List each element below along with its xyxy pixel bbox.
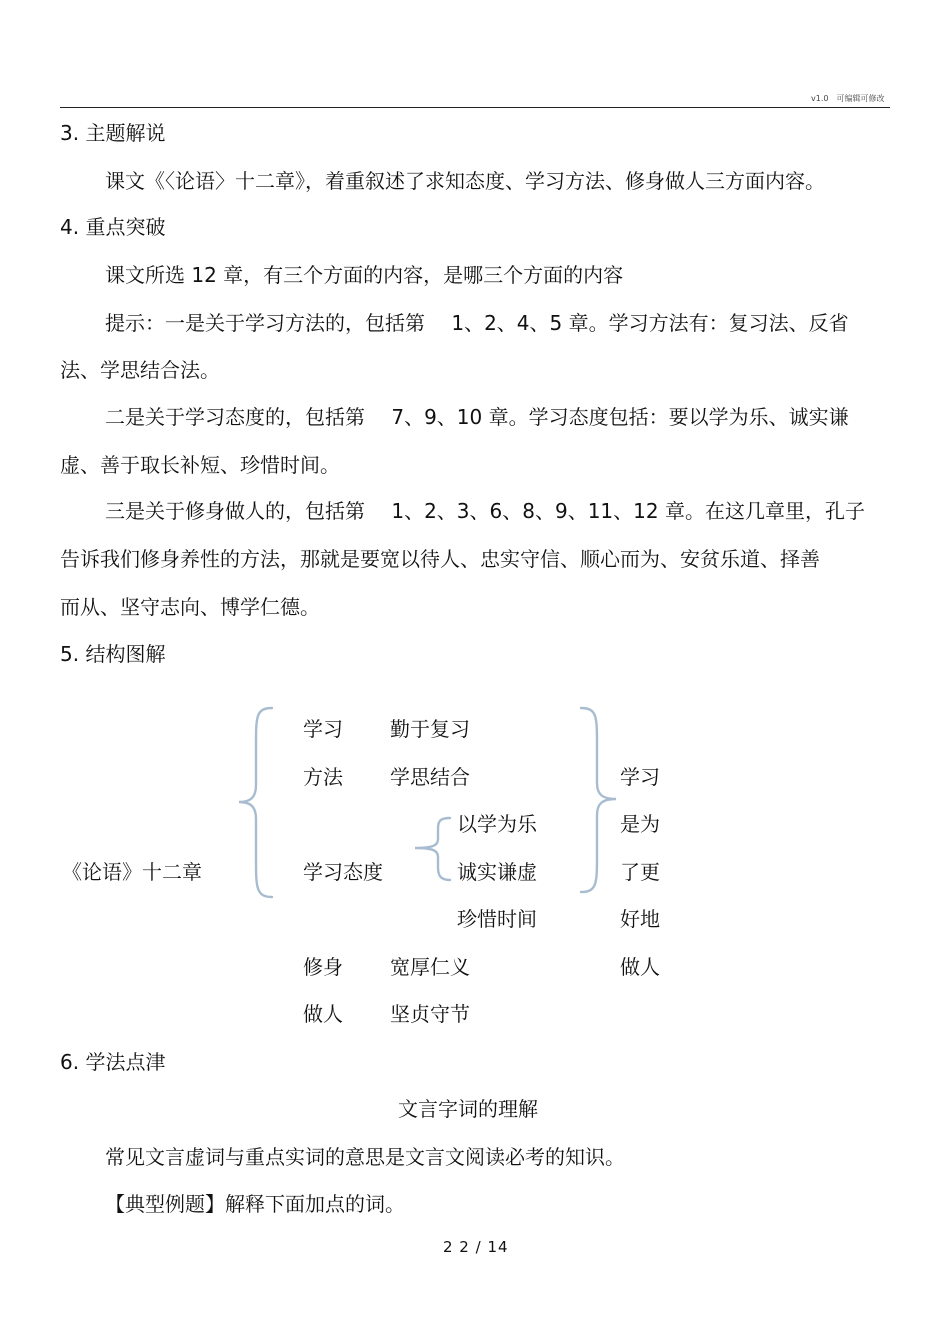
section-6-heading: 6. 学法点津 xyxy=(60,1050,166,1074)
section-6-subtitle: 文言字词的理解 xyxy=(398,1097,538,1121)
method-item-1: 勤于复习 xyxy=(390,717,470,741)
section-5-heading: 5. 结构图解 xyxy=(60,642,166,666)
section-4-para2-line1: 二是关于学习态度的，包括第 7、9、10 章。学习态度包括：要以学为乐、诚实谦 xyxy=(105,405,849,429)
method-item-2: 学思结合 xyxy=(390,765,470,789)
purpose-line-5: 做人 xyxy=(620,955,660,979)
method-label-line1: 学习 xyxy=(303,717,343,741)
section-4-para3-line3: 而从、坚守志向、博学仁德。 xyxy=(60,595,320,619)
section-4-para2-line2: 虚、善于取长补短、珍惜时间。 xyxy=(60,453,340,477)
right-brace xyxy=(578,705,620,895)
attitude-label: 学习态度 xyxy=(303,860,383,884)
purpose-line-1: 学习 xyxy=(620,765,660,789)
section-4-heading: 4. 重点突破 xyxy=(60,215,166,239)
section-4-para3-line2: 告诉我们修身养性的方法，那就是要宽以待人、忠实守信、顺心而为、安贫乐道、择善 xyxy=(60,547,820,571)
method-label-line2: 方法 xyxy=(303,765,343,789)
purpose-line-3: 了更 xyxy=(620,860,660,884)
attitude-item-1: 以学为乐 xyxy=(457,812,537,836)
section-4-hint-line2: 法、学思结合法。 xyxy=(60,358,220,382)
page-number: 2 2 / 14 xyxy=(443,1238,509,1256)
header-rule xyxy=(60,107,890,108)
conduct-item-2: 坚贞守节 xyxy=(390,1002,470,1026)
diagram-root: 《论语》十二章 xyxy=(62,860,202,884)
section-6-body: 常见文言虚词与重点实词的意思是文言文阅读必考的知识。 xyxy=(105,1145,625,1169)
attitude-item-3: 珍惜时间 xyxy=(457,907,537,931)
conduct-item-1: 宽厚仁义 xyxy=(390,955,470,979)
section-3-heading: 3. 主题解说 xyxy=(60,121,166,145)
left-brace xyxy=(236,705,276,900)
inner-brace xyxy=(412,815,454,883)
section-4-para3-line1: 三是关于修身做人的，包括第 1、2、3、6、8、9、11、12 章。在这几章里，孔子 xyxy=(105,499,865,523)
section-4-hint-line1: 提示：一是关于学习方法的，包括第 1、2、4、5 章。学习方法有：复习法、反省 xyxy=(105,311,849,335)
attitude-item-2: 诚实谦虚 xyxy=(457,860,537,884)
section-6-example: 【典型例题】解释下面加点的词。 xyxy=(105,1192,405,1216)
conduct-label-line2: 做人 xyxy=(303,1002,343,1026)
conduct-label-line1: 修身 xyxy=(303,955,343,979)
section-3-body: 课文《〈论语〉十二章》，着重叙述了求知态度、学习方法、修身做人三方面内容。 xyxy=(105,169,825,193)
purpose-line-4: 好地 xyxy=(620,907,660,931)
purpose-line-2: 是为 xyxy=(620,812,660,836)
section-4-question: 课文所选 12 章，有三个方面的内容，是哪三个方面的内容 xyxy=(105,263,624,287)
version-tag: v1.0 可编辑可修改 xyxy=(811,94,885,103)
